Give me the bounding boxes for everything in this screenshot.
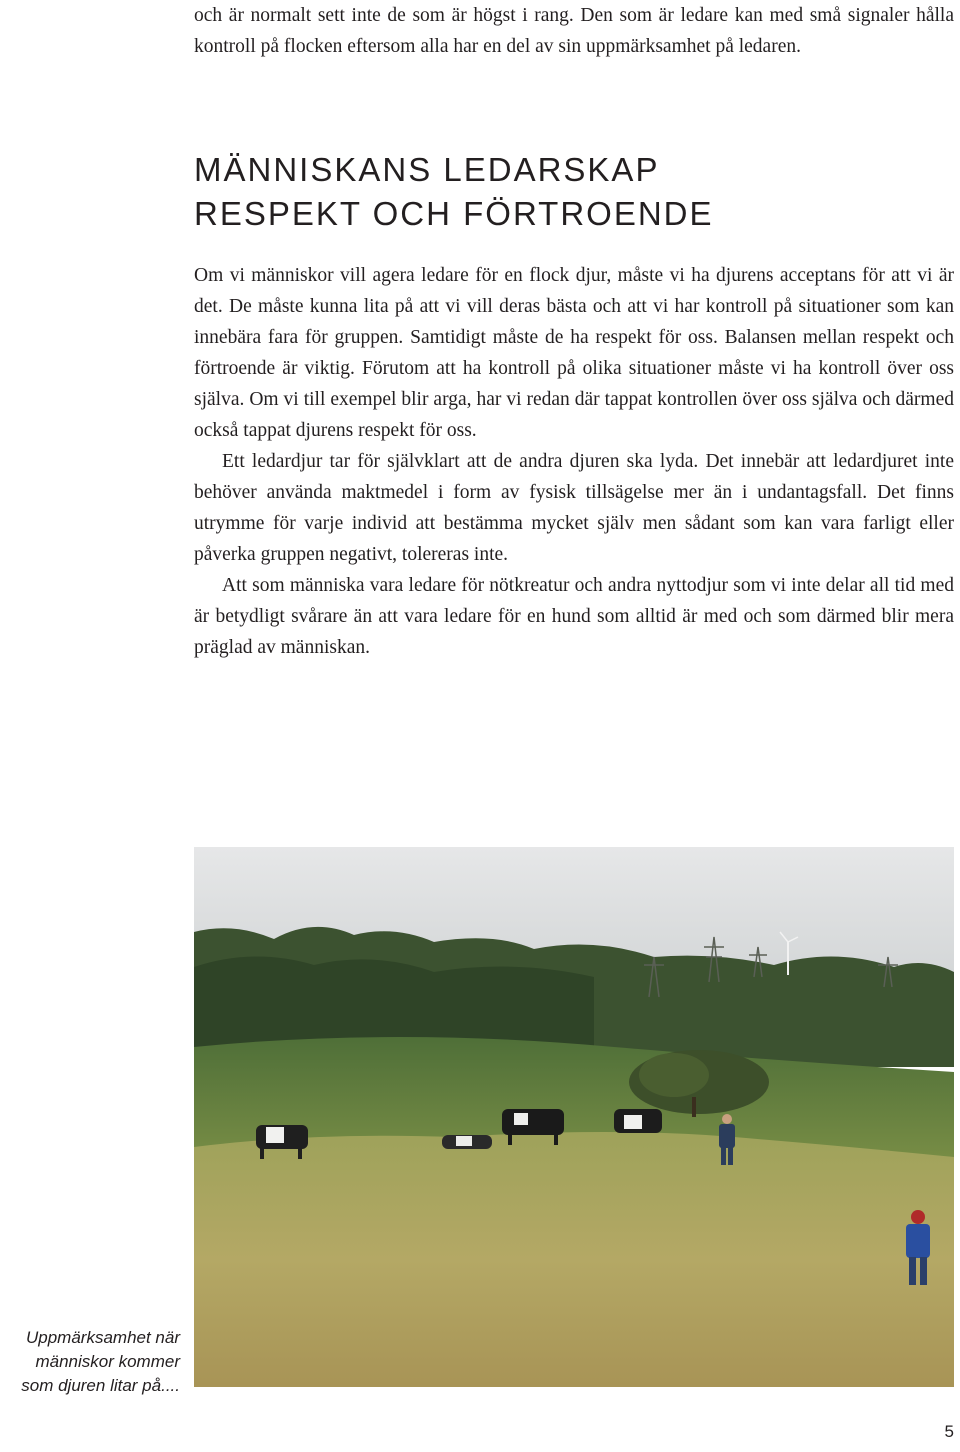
section-heading xyxy=(194,148,954,236)
page-number: 5 xyxy=(944,1422,954,1441)
heading-line-2: RESPEKT OCH FÖRTROENDE xyxy=(194,195,714,232)
paragraph-2: Ett ledardjur tar för självklart att de andra djuren ska lyda. Det innebär att ledardjuret inte behöver använda maktmedel i form av fysisk tillsägelse mer än i undantagsfall. Det finns utrymme för varje individ att bestämma mycket själv men sådant som kan vara farligt eller påverka gruppen negativt, tolereras inte. xyxy=(194,451,954,565)
pasture-photo xyxy=(194,847,954,1387)
paragraph-3: Att som människa vara ledare för nötkreatur och andra nyttodjur som vi inte delar all tid med är betydligt svårare än att vara ledare för en hund som alltid är med och som därmed blir mera präglad av människan. xyxy=(194,575,954,658)
top-paragraph: och är normalt sett inte de som är högst i rang. Den som är ledare kan med små signaler hålla kontroll på flocken eftersom alla har en del av sin uppmärksamhet på ledaren. xyxy=(194,5,954,57)
body-text xyxy=(194,260,954,663)
pasture-photo-illustration xyxy=(194,847,954,1387)
photo-caption: Uppmärksamhet när människor kommer som djuren litar på.... xyxy=(21,1328,180,1395)
heading-line-1: MÄNNISKANS LEDARSKAP xyxy=(194,151,660,188)
paragraph-1: Om vi människor vill agera ledare för en flock djur, måste vi ha djurens acceptans för att vi är det. De måste kunna lita på att vi vill deras bästa och att vi har kontroll på situationer som kan innebära fara för gruppen. Samtidigt måste de ha respekt för oss. Balansen mellan respekt och förtroende är viktig. Förutom att ha kontroll på olika situationer måste vi ha kontroll över oss själva. Om vi till exempel blir arga, har vi redan där tappat kontrollen över oss själva och därmed också tappat djurens respekt för oss. xyxy=(194,265,954,441)
